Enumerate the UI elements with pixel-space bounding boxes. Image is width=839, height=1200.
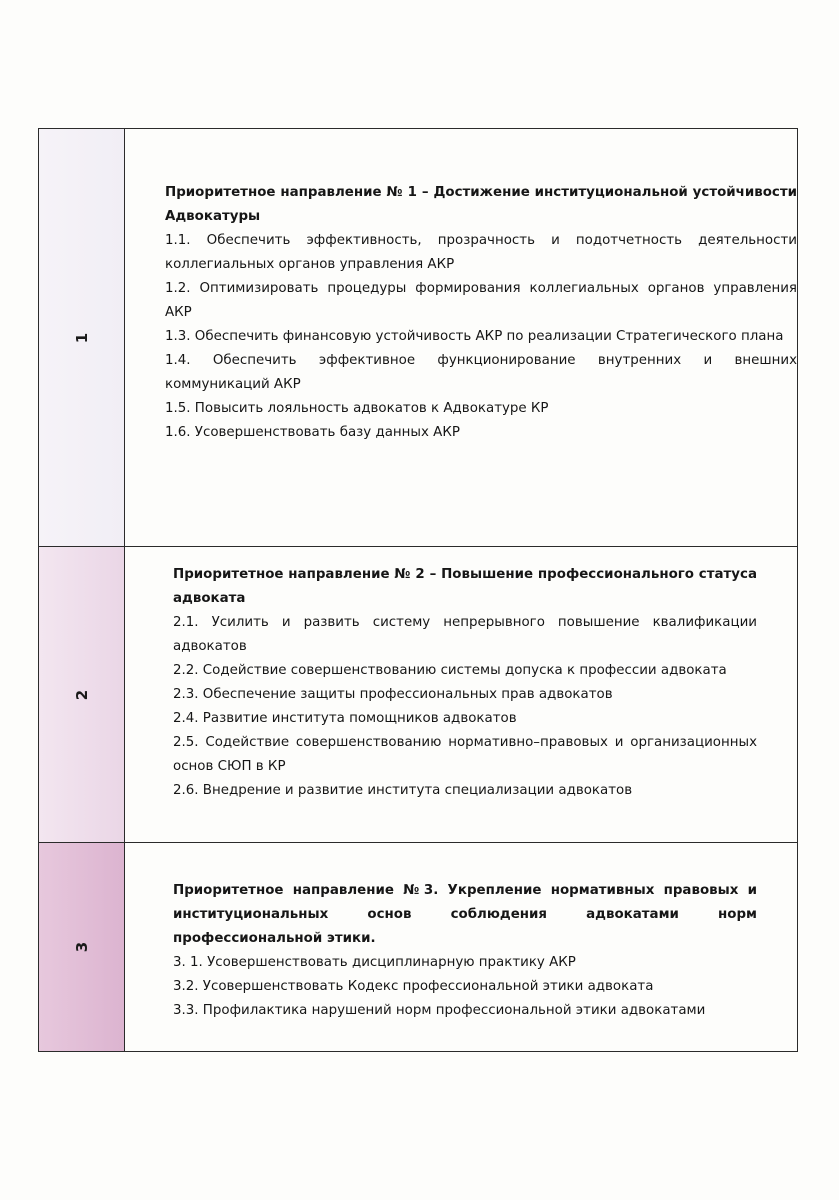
row-number: 3	[72, 941, 91, 953]
row-number-cell	[39, 843, 125, 1051]
priority-item: 3.2. Усовершенствовать Кодекс профессиональной этики адвоката	[173, 979, 654, 994]
priority-item: 2.3. Обеспечение защиты профессиональных прав адвокатов	[173, 687, 613, 702]
row-content-cell	[125, 547, 797, 842]
priority-item: 3.3. Профилактика нарушений норм профессиональной этики адвокатами	[173, 1003, 706, 1018]
row-number-cell	[39, 547, 125, 842]
row-content-cell	[125, 129, 797, 546]
priority-item: 1.2. Оптимизировать процедуры формирования коллегиальных органов управления АКР	[165, 281, 797, 320]
row-content-cell	[125, 843, 797, 1051]
priority-item: 2.5. Содействие совершенствованию нормативно–правовых и организационных основ СЮП в КР	[173, 735, 757, 774]
priority-heading: Приоритетное направление № 2 – Повышение профессионального статуса адвоката	[173, 567, 757, 606]
priority-heading: Приоритетное направление № 1 – Достижение институциональной устойчивости Адвокатуры	[165, 185, 797, 224]
priority-item: 2.1. Усилить и развить систему непрерывного повышение квалификации адвокатов	[173, 615, 757, 654]
row-number: 2	[72, 689, 91, 700]
table-row-2	[39, 547, 797, 843]
priority-item: 2.4. Развитие института помощников адвокатов	[173, 711, 517, 726]
priority-item: 2.6. Внедрение и развитие института специализации адвокатов	[173, 783, 633, 798]
priority-item: 2.2. Содействие совершенствованию системы допуска к профессии адвоката	[173, 663, 727, 678]
priority-item: 1.4. Обеспечить эффективное функционирование внутренних и внешних коммуникаций АКР	[165, 353, 797, 392]
priority-item: 1.3. Обеспечить финансовую устойчивость АКР по реализации Стратегического плана	[165, 329, 784, 344]
priority-heading: Приоритетное направление №3. Укрепление нормативных правовых и институциональных основ соблюдения адвокатами норм профессиональной этики.	[173, 883, 757, 946]
priority-item: 3. 1. Усовершенствовать дисциплинарную практику АКР	[173, 955, 576, 970]
row-number: 1	[72, 332, 91, 343]
priority-item: 1.6. Усовершенствовать базу данных АКР	[165, 425, 460, 440]
table-row-1	[39, 129, 797, 547]
priority-item: 1.5. Повысить лояльность адвокатов к Адвокатуре КР	[165, 401, 549, 416]
table-row-3	[39, 843, 797, 1051]
row-number-cell	[39, 129, 125, 546]
priority-item: 1.1. Обеспечить эффективность, прозрачность и подотчетность деятельности коллегиальных органов управления АКР	[165, 233, 797, 272]
priorities-table	[38, 128, 798, 1052]
